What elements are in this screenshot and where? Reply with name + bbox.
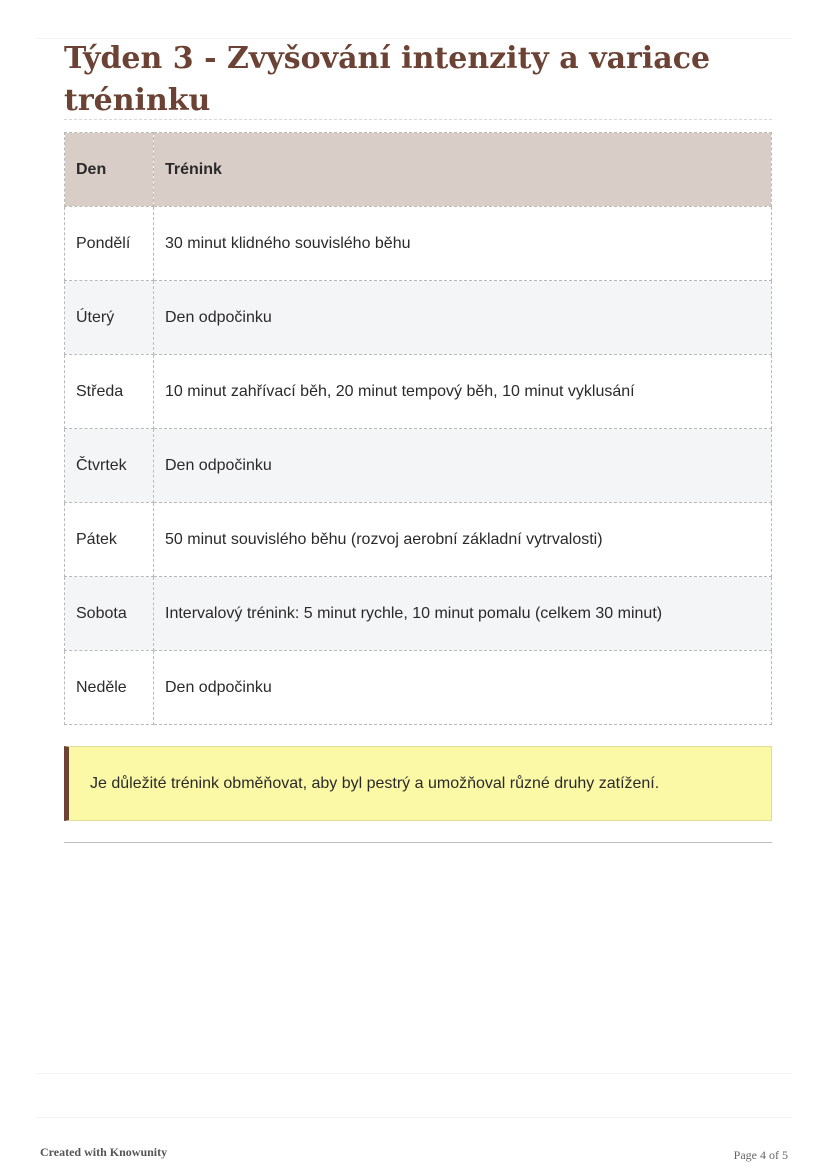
day-cell: Pondělí [65,207,154,281]
page-title: Týden 3 - Zvyšování intenzity a variace tréninku [64,41,711,118]
table-row [65,651,772,725]
header-day: Den [65,133,154,207]
day-cell: Úterý [65,281,154,355]
tip-callout-text: Je důležité trénink obměňovat, aby byl pestrý a umožňoval různé druhy zatížení. [90,774,660,792]
workout-cell: 50 minut souvislého běhu (rozvoj aerobní základní vytrvalosti) [154,503,772,577]
training-table [64,132,772,725]
workout-cell: 10 minut zahřívací běh, 20 minut tempový běh, 10 minut vyklusání [154,355,772,429]
title-divider [64,119,772,120]
table-row [65,429,772,503]
day-cell: Pátek [65,503,154,577]
page-guide-line [36,1073,792,1074]
table-row [65,577,772,651]
page-number: Page 4 of 5 [733,1148,788,1162]
table-row [65,503,772,577]
header-workout: Trénink [154,133,772,207]
day-cell: Středa [65,355,154,429]
workout-cell: Den odpočinku [154,651,772,725]
table-row [65,281,772,355]
workout-cell: 30 minut klidného souvislého běhu [154,207,772,281]
workout-cell: Den odpočinku [154,281,772,355]
day-cell: Sobota [65,577,154,651]
table-header-row [65,133,772,207]
section-divider [64,842,772,843]
workout-cell: Den odpočinku [154,429,772,503]
day-cell: Neděle [65,651,154,725]
table-row [65,355,772,429]
workout-cell: Intervalový trénink: 5 minut rychle, 10 minut pomalu (celkem 30 minut) [154,577,772,651]
day-cell: Čtvrtek [65,429,154,503]
footer-credit: Created with Knowunity [40,1145,168,1159]
table-row [65,207,772,281]
tip-callout [64,746,772,821]
page-guide-line [36,1117,792,1118]
